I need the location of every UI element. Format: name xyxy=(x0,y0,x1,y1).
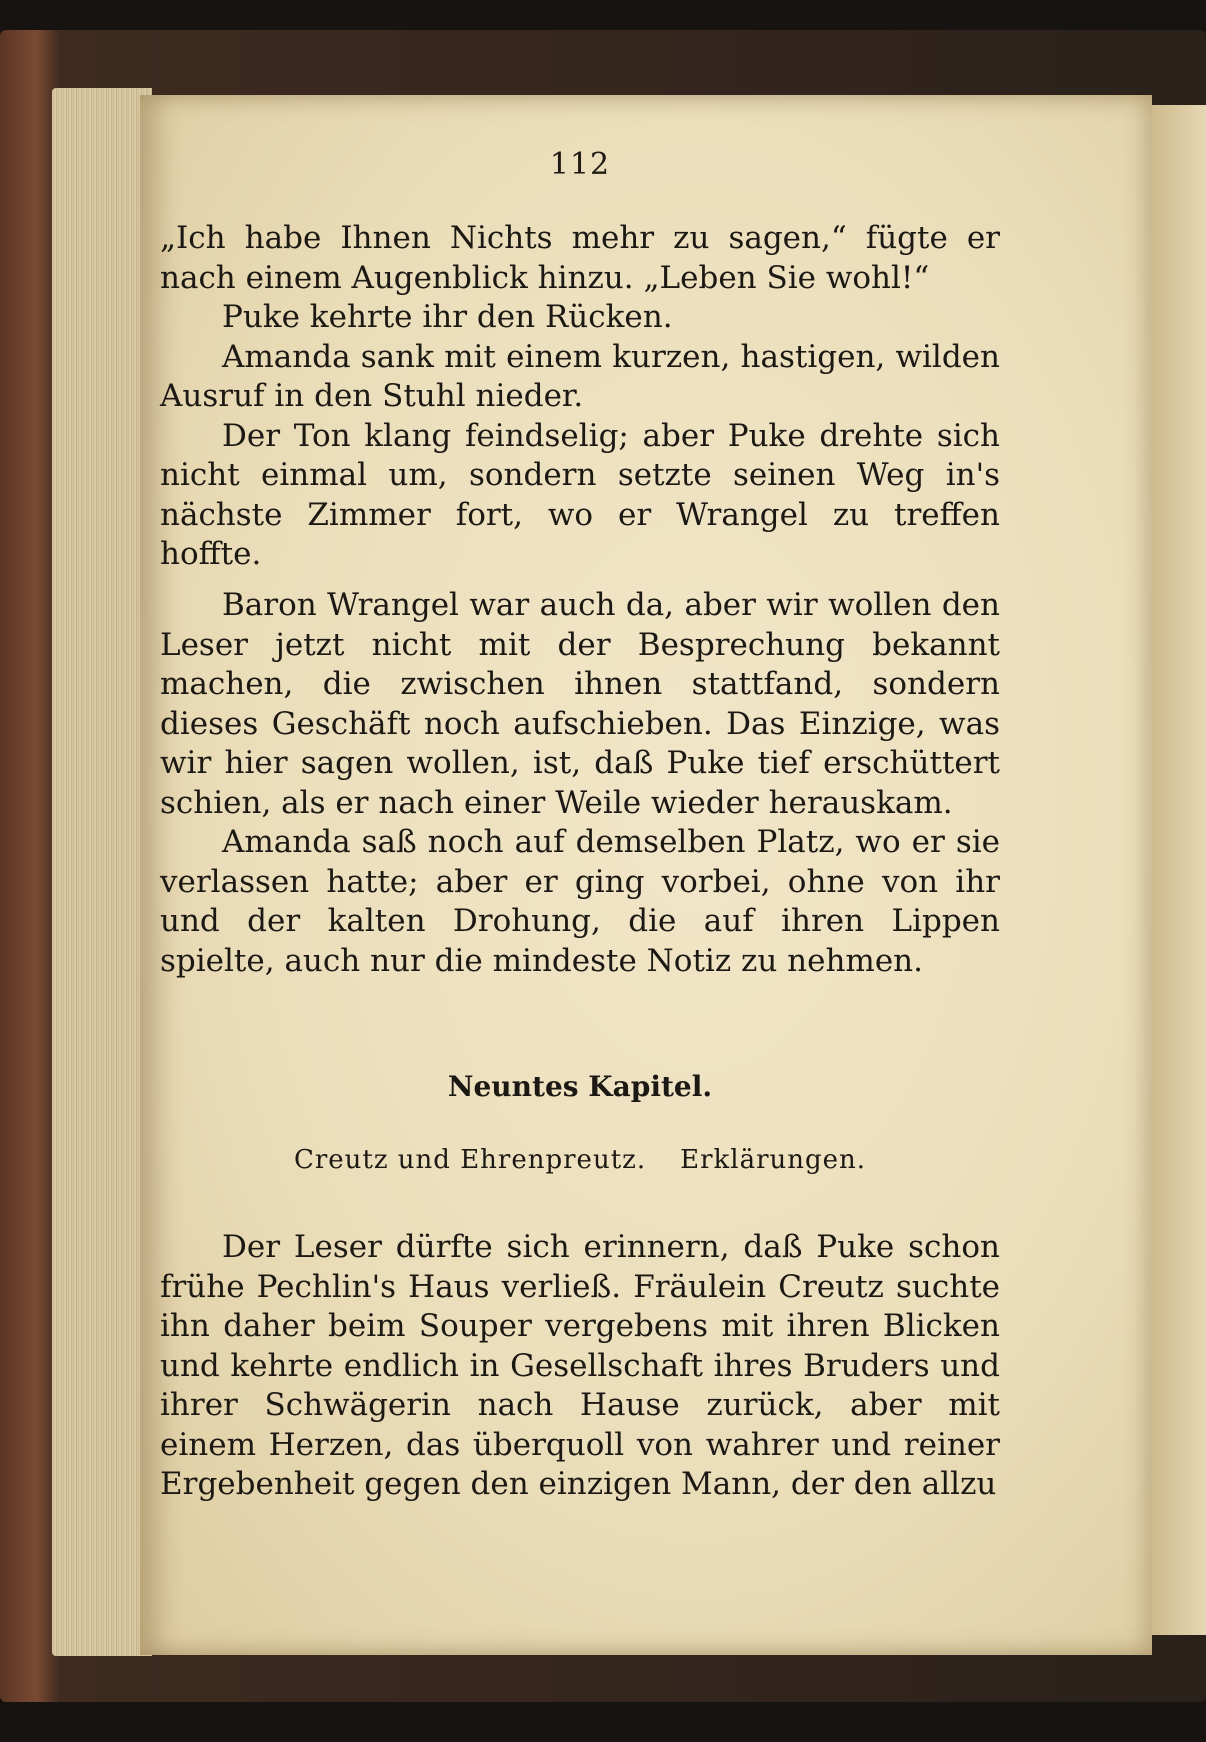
paragraph: „Ich habe Ihnen Nichts mehr zu sagen,“ fügte er nach einem Augenblick hinzu. „Leben Sie wohl!“ xyxy=(160,220,1000,296)
text-block-middle xyxy=(160,586,1000,981)
paragraph: Der Ton klang feindselig; aber Puke drehte sich nicht einmal um, sondern setzte seinen Weg in's nächste Zimmer fort, wo er Wrangel zu treffen hoffte. xyxy=(160,417,1000,572)
text-block-top xyxy=(160,219,1000,575)
chapter-subtitle xyxy=(160,1145,1000,1175)
page-number: 112 xyxy=(549,147,611,182)
page-edges xyxy=(52,88,152,1656)
paragraph: Baron Wrangel war auch da, aber wir wollen den Leser jetzt nicht mit der Besprechung bekannt machen, die zwischen ihnen stattfand, sondern dieses Geschäft noch aufschieben. Das Einzige, was wir hier sagen wollen, ist, daß Puke tief erschüttert schien, als er nach einer Weile wieder herauskam. xyxy=(160,587,1000,821)
chapter-subtitle-part: Erklärungen. xyxy=(680,1145,867,1175)
text-block-bottom xyxy=(160,1228,1000,1505)
paragraph: Puke kehrte ihr den Rücken. xyxy=(222,299,673,335)
paragraph: Amanda sank mit einem kurzen, hastigen, wilden Ausruf in den Stuhl nieder. xyxy=(160,338,1000,414)
chapter-subtitle-part: Creutz und Ehrenpreutz. xyxy=(293,1145,647,1175)
paragraph: Amanda saß noch auf demselben Platz, wo er sie verlassen hatte; aber er ging vorbei, ohne von ihr und der kalten Drohung, die auf ihren Lippen spielte, auch nur die mindeste Notiz zu nehmen. xyxy=(160,824,1000,979)
chapter-heading: Neuntes Kapitel. xyxy=(447,1070,713,1103)
facing-page xyxy=(1152,105,1206,1635)
paragraph: Der Leser dürfte sich erinnern, daß Puke schon frühe Pechlin's Haus verließ. Fräulein Creutz suchte ihn daher beim Souper vergebens mit ihren Blicken und kehrte endlich in Gesellschaft ihres Bruders und ihrer Schwägerin nach Hause zurück, aber mit einem Herzen, das überquoll von wahrer und reiner Ergebenheit gegen den einzigen Mann, der den allzu xyxy=(160,1229,1000,1502)
